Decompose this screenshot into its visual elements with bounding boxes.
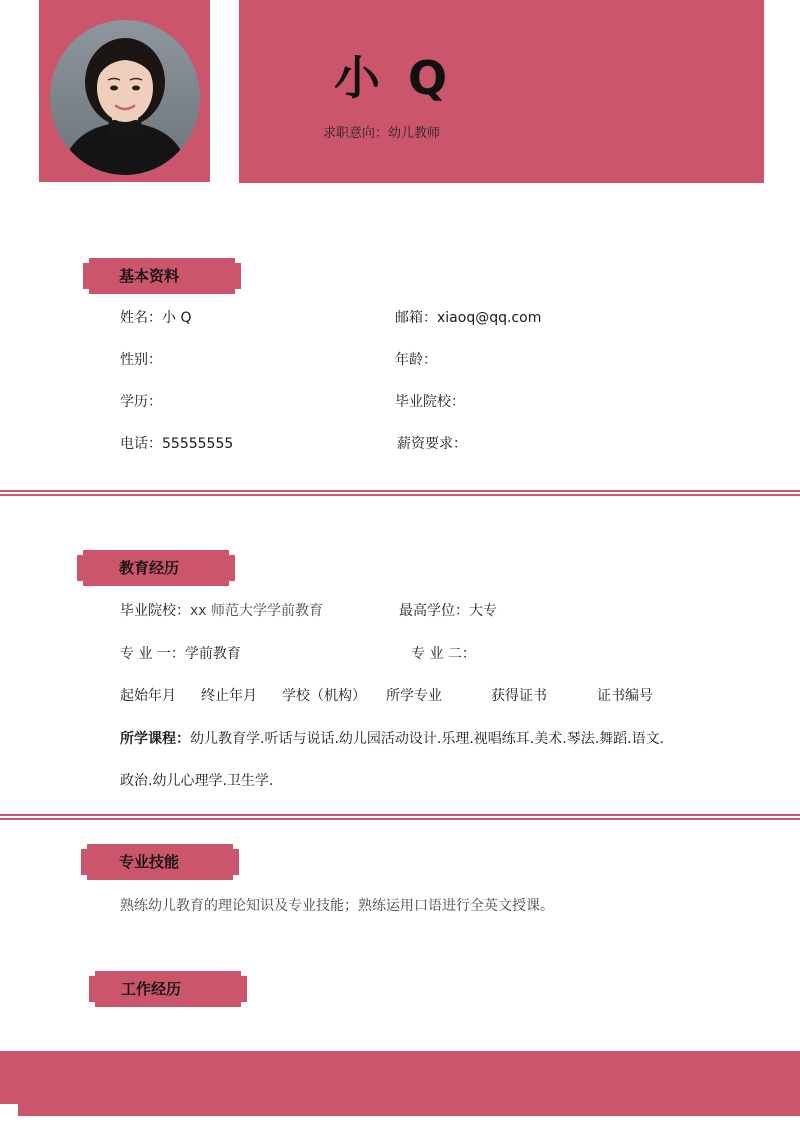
edu-col-major: 所学专业	[386, 688, 442, 704]
edu-school-label: 毕业院校：	[120, 603, 190, 619]
edu-col-start: 起始年月	[120, 688, 176, 704]
field-email: 邮箱：xiaoq@qq.com	[395, 310, 542, 326]
section-divider	[0, 814, 800, 820]
header-banner	[239, 0, 764, 183]
section-divider	[0, 490, 800, 496]
section-title: 教育经历	[119, 559, 180, 577]
section-tab-skills	[81, 844, 239, 880]
edu-courses-label: 所学课程：	[120, 731, 190, 747]
footer-strip	[18, 1100, 800, 1116]
edu-col-certificate: 获得证书	[491, 688, 547, 704]
field-gender: 性别：	[120, 352, 162, 368]
edu-school	[120, 601, 323, 621]
edu-courses-line-2: 政治.幼儿心理学.卫生学.	[120, 773, 274, 789]
field-name: 姓名：小 Q	[120, 310, 192, 326]
section-title: 专业技能	[119, 853, 180, 871]
section-title: 工作经历	[121, 980, 182, 998]
edu-courses-line-1	[120, 729, 664, 749]
edu-degree: 最高学位：大专	[399, 603, 497, 619]
section-title: 基本资料	[119, 267, 180, 285]
field-phone: 电话：55555555	[120, 436, 234, 452]
field-salary: 薪资要求：	[397, 436, 467, 452]
edu-major-1: 专 业 一：学前教育	[120, 646, 241, 662]
field-school: 毕业院校：	[395, 394, 465, 410]
edu-col-cert-number: 证书编号	[597, 688, 653, 704]
avatar-portrait-image	[50, 20, 200, 175]
footer-band	[0, 1051, 800, 1104]
edu-major-2: 专 业 二：	[411, 646, 476, 662]
skills-text: 熟练幼儿教育的理论知识及专业技能；熟练运用口语进行全英文授课。	[120, 898, 554, 914]
edu-col-end: 终止年月	[201, 688, 257, 704]
section-tab-work	[89, 971, 247, 1007]
edu-courses-text: 幼儿教育学.听话与说话.幼儿园活动设计.乐理.视唱练耳.美术.琴法.舞蹈.语文.	[190, 731, 665, 747]
avatar	[50, 20, 200, 175]
field-age: 年龄：	[395, 352, 437, 368]
job-intent: 求职意向：幼儿教师	[323, 126, 441, 141]
section-tab-education	[77, 550, 235, 586]
section-tab-basic-info	[83, 258, 241, 294]
field-education: 学历：	[120, 394, 162, 410]
edu-col-institution: 学校（机构）	[282, 688, 366, 704]
edu-school-value: xx 师范大学学前教育	[190, 603, 324, 619]
applicant-name: 小 Q	[334, 51, 454, 105]
